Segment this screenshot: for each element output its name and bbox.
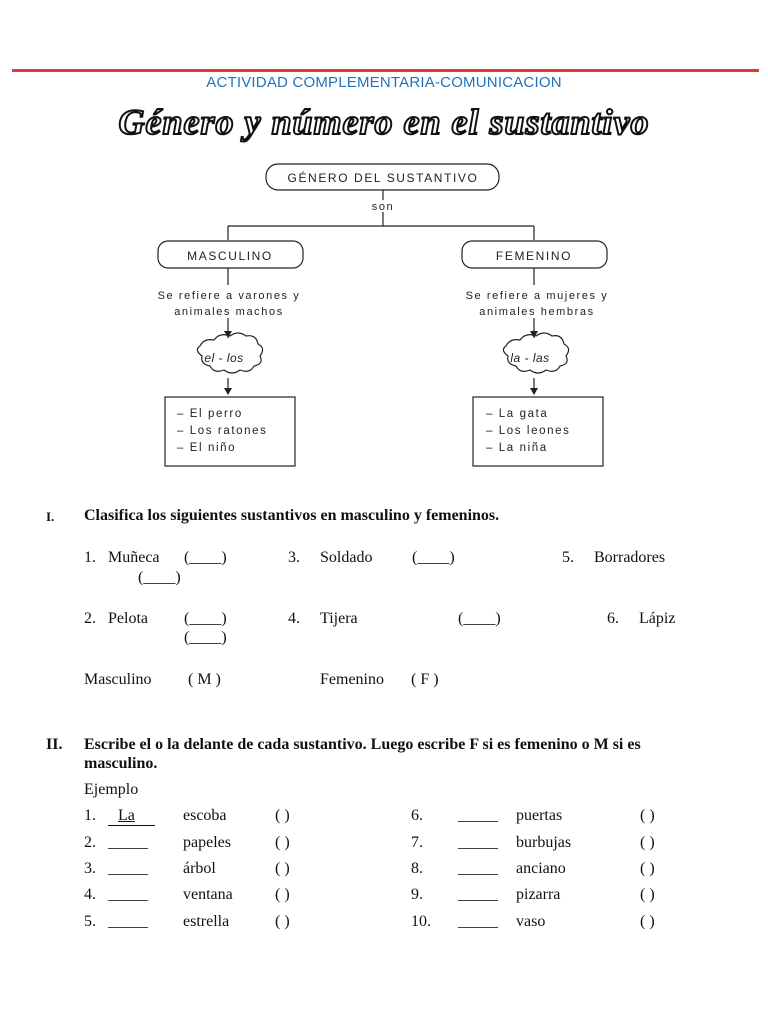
item-number: 5. <box>562 549 574 566</box>
row-paren[interactable]: ( ) <box>275 860 290 877</box>
row-paren[interactable]: ( ) <box>275 913 290 930</box>
connector-label: son <box>371 201 395 213</box>
feminine-example: – Los leones <box>486 425 571 437</box>
article-blank[interactable]: _____ <box>108 860 148 877</box>
section-1-instruction: Clasifica los siguientes sustantivos en masculino y femeninos. <box>84 507 500 524</box>
row-number: 10. <box>411 913 431 930</box>
feminine-example: – La gata <box>486 408 549 420</box>
row-number: 7. <box>411 834 423 851</box>
feminine-articles: la - las <box>510 351 550 365</box>
item-number: 4. <box>288 610 300 627</box>
item-blank[interactable]: (____) <box>138 569 181 586</box>
row-number: 4. <box>84 886 96 903</box>
row-word: burbujas <box>516 834 572 851</box>
row-paren[interactable]: ( ) <box>640 834 655 851</box>
row-number: 1. <box>84 807 96 824</box>
example-underline <box>108 825 155 826</box>
row-number: 2. <box>84 834 96 851</box>
section-2-instruction-cont: masculino. <box>84 755 158 772</box>
feminine-description-line: animales hembras <box>479 306 595 318</box>
row-paren[interactable]: ( ) <box>275 886 290 903</box>
article-blank[interactable]: _____ <box>108 913 148 930</box>
row-word: puertas <box>516 807 563 824</box>
row-paren[interactable]: ( ) <box>275 834 290 851</box>
article-blank[interactable]: _____ <box>458 807 498 824</box>
feminine-example: – La niña <box>486 442 548 454</box>
row-paren[interactable]: ( ) <box>275 807 290 824</box>
row-word: pizarra <box>516 886 561 903</box>
item-word: Lápiz <box>639 610 676 627</box>
feminine-description-line: Se refiere a mujeres y <box>465 290 609 302</box>
legend-code: ( F ) <box>411 671 439 688</box>
arrow-icon <box>530 388 538 395</box>
row-word: estrella <box>183 913 230 930</box>
row-word: árbol <box>183 860 216 877</box>
row-paren[interactable]: ( ) <box>640 886 655 903</box>
row-word: ventana <box>183 886 233 903</box>
row-paren[interactable]: ( ) <box>640 913 655 930</box>
masculine-articles: el - los <box>204 351 244 365</box>
feminine-label: FEMENINO <box>495 249 573 263</box>
masculine-example: – El niño <box>177 442 237 454</box>
row-paren[interactable]: ( ) <box>640 807 655 824</box>
masculine-example: – Los ratones <box>177 425 268 437</box>
item-blank[interactable]: (____) <box>412 549 455 566</box>
article-blank[interactable]: _____ <box>108 886 148 903</box>
legend-label: Masculino <box>84 671 152 688</box>
masculine-label: MASCULINO <box>187 249 273 263</box>
article-example: La <box>118 807 135 824</box>
row-paren[interactable]: ( ) <box>640 860 655 877</box>
article-blank[interactable]: _____ <box>458 886 498 903</box>
row-word: anciano <box>516 860 566 877</box>
item-number: 6. <box>607 610 619 627</box>
item-word: Pelota <box>108 610 148 627</box>
row-number: 6. <box>411 807 423 824</box>
item-blank[interactable]: (____) <box>184 610 227 627</box>
row-word: vaso <box>516 913 546 930</box>
item-blank[interactable]: (____) <box>184 549 227 566</box>
item-number: 1. <box>84 549 96 566</box>
item-number: 2. <box>84 610 96 627</box>
article-blank[interactable]: _____ <box>458 860 498 877</box>
gender-concept-map <box>0 0 768 480</box>
article-blank[interactable]: _____ <box>458 834 498 851</box>
masculine-description-line: Se refiere a varones y <box>157 290 301 302</box>
legend-label: Femenino <box>320 671 384 688</box>
activity-subtitle: ACTIVIDAD COMPLEMENTARIA-COMUNICACION <box>206 74 562 91</box>
masculine-description-line: animales machos <box>174 306 284 318</box>
row-number: 5. <box>84 913 96 930</box>
item-word: Tijera <box>320 610 358 627</box>
item-blank[interactable]: (____) <box>458 610 501 627</box>
item-word: Muñeca <box>108 549 160 566</box>
masculine-example: – El perro <box>177 408 243 420</box>
row-word: papeles <box>183 834 231 851</box>
article-blank[interactable]: _____ <box>108 834 148 851</box>
row-number: 9. <box>411 886 423 903</box>
section-2-instruction: Escribe el o la delante de cada sustantivo. Luego escribe F si es femenino o M si es <box>84 736 641 753</box>
item-word: Borradores <box>594 549 666 566</box>
example-label: Ejemplo <box>84 781 139 798</box>
item-number: 3. <box>288 549 300 566</box>
row-word: escoba <box>183 807 227 824</box>
section-2-numeral: II. <box>46 736 63 753</box>
page-title: Género y número en el sustantivo <box>118 102 650 142</box>
row-number: 3. <box>84 860 96 877</box>
section-1-numeral: I. <box>46 509 55 524</box>
item-blank[interactable]: (____) <box>184 629 227 646</box>
article-blank[interactable]: _____ <box>458 913 498 930</box>
item-word: Soldado <box>320 549 373 566</box>
arrow-icon <box>224 388 232 395</box>
row-number: 8. <box>411 860 423 877</box>
legend-code: ( M ) <box>188 671 221 688</box>
root-node-label: GÉNERO DEL SUSTANTIVO <box>287 171 479 185</box>
